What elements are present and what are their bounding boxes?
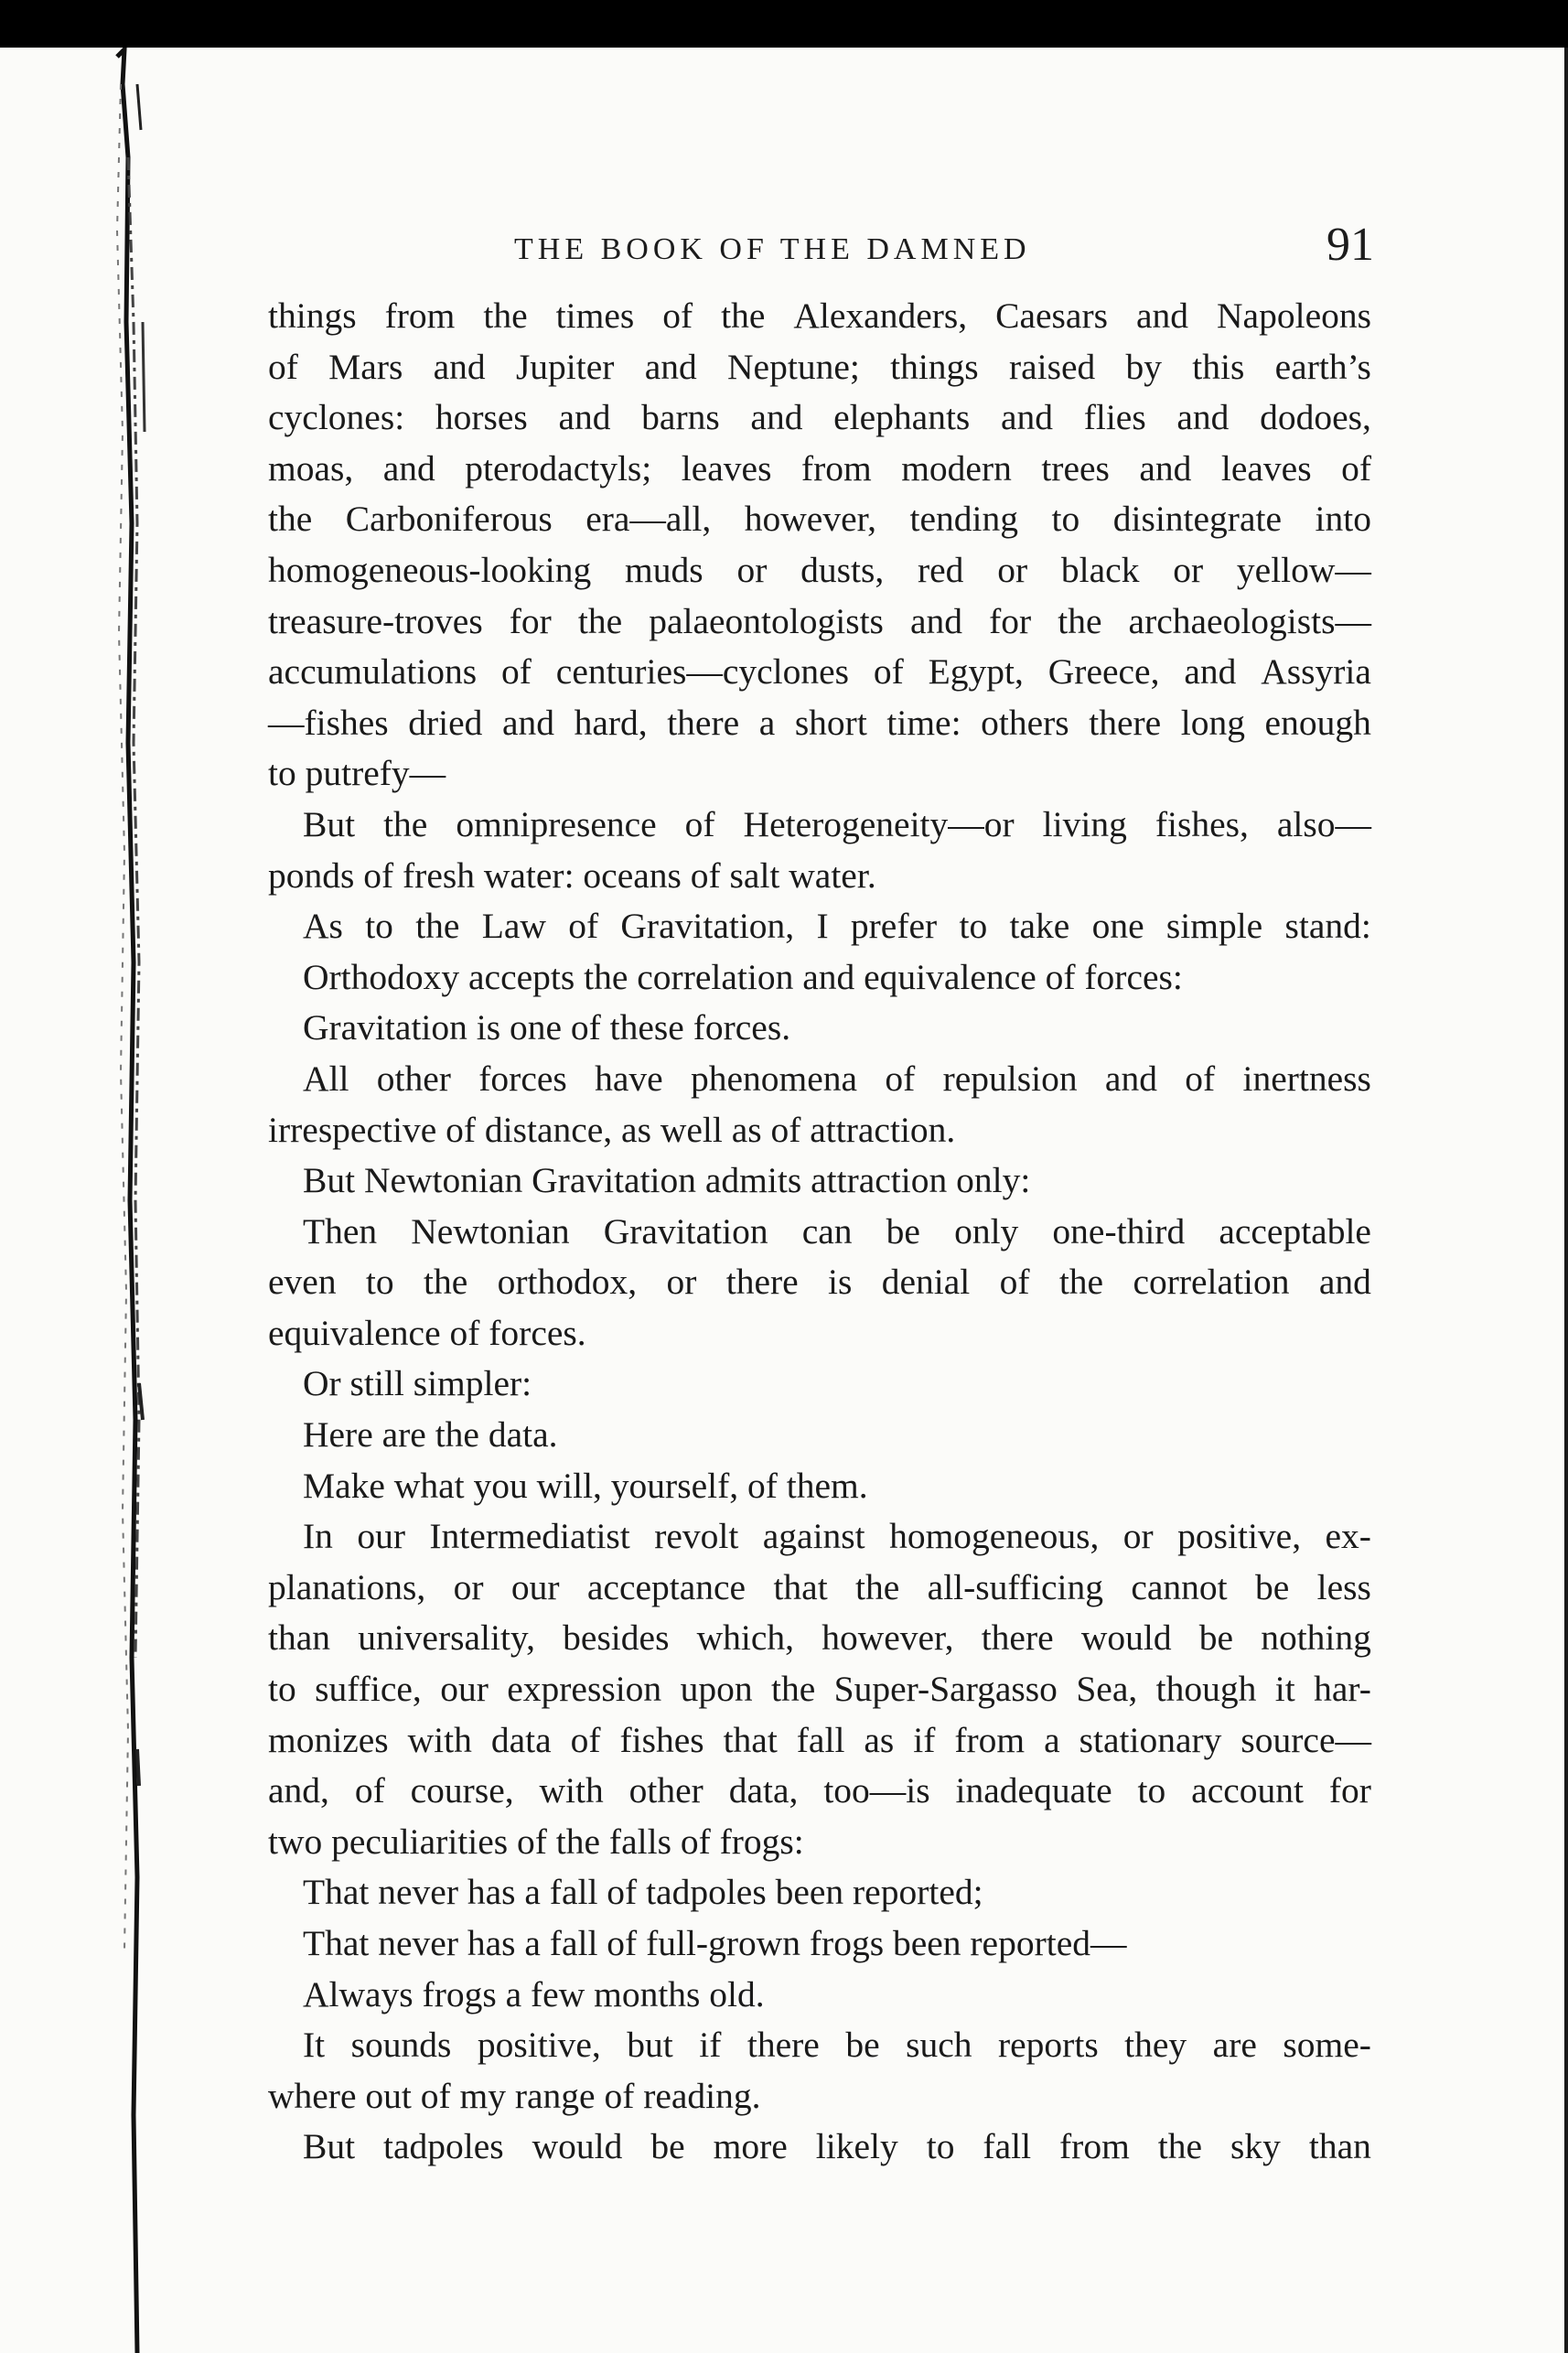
text-line: homogeneous-looking muds or dusts, red or black or yellow— — [268, 549, 1371, 590]
text-line: equivalence of forces. — [268, 1312, 586, 1353]
text-line: Then Newtonian Gravitation can be only one-third acceptable — [303, 1210, 1371, 1252]
text-line: In our Intermediatist revolt against homogeneous, or positive, ex- — [303, 1516, 1371, 1557]
text-line: ponds of fresh water: oceans of salt water. — [268, 854, 876, 896]
text-line: monizes with data of fishes that fall as if from a stationary source— — [268, 1719, 1371, 1760]
page-number: 91 — [1326, 219, 1374, 271]
text-line: where out of my range of reading. — [268, 2075, 761, 2116]
text-line: things from the times of the Alexanders, Caesars and Napoleons — [268, 295, 1371, 336]
text-line: irrespective of distance, as well as of attraction. — [268, 1109, 956, 1150]
scan-right-edge — [1564, 48, 1568, 2353]
text-line: Here are the data. — [303, 1414, 558, 1456]
text-line: of Mars and Jupiter and Neptune; things raised by this earth’s — [268, 346, 1371, 387]
text-line: than universality, besides which, however, there would be nothing — [268, 1617, 1371, 1659]
text-line: planations, or our acceptance that the all-sufficing cannot be less — [268, 1566, 1371, 1607]
text-line: cyclones: horses and barns and elephants and flies and dodoes, — [268, 397, 1371, 438]
text-line: accumulations of centuries—cyclones of Egypt, Greece, and Assyria — [268, 651, 1371, 693]
scan-top-edge — [0, 0, 1568, 48]
text-line: —fishes dried and hard, there a short time: others there long enough — [268, 702, 1371, 743]
text-line: But the omnipresence of Heterogeneity—or living fishes, also— — [303, 803, 1371, 844]
text-line: to putrefy— — [268, 753, 446, 794]
text-line: two peculiarities of the falls of frogs: — [268, 1821, 804, 1862]
text-line: That never has a fall of full-grown frogs been reported— — [303, 1923, 1127, 1963]
text-line: moas, and pterodactyls; leaves from modern trees and leaves of — [268, 447, 1371, 489]
text-line: That never has a fall of tadpoles been reported; — [303, 1872, 983, 1913]
text-line: Gravitation is one of these forces. — [303, 1007, 791, 1048]
text-line: the Carboniferous era—all, however, tending to disintegrate into — [268, 499, 1371, 540]
binding-gutter-shadow — [0, 48, 146, 2353]
text-line: Make what you will, yourself, of them. — [303, 1465, 868, 1506]
running-head — [265, 219, 1374, 278]
text-line: As to the Law of Gravitation, I prefer to take one simple stand: — [303, 906, 1371, 947]
text-line: Orthodoxy accepts the correlation and equivalence of forces: — [303, 956, 1183, 997]
text-line: even to the orthodox, or there is denial of the correlation and — [268, 1262, 1371, 1303]
text-line: But Newtonian Gravitation admits attraction only: — [303, 1160, 1031, 1201]
running-title: THE BOOK OF THE DAMNED — [514, 232, 1031, 266]
text-line: But tadpoles would be more likely to fall from the sky than — [303, 2126, 1371, 2167]
text-line: to suffice, our expression upon the Super-Sargasso Sea, though it har- — [268, 1669, 1371, 1710]
text-line: It sounds positive, but if there be such reports they are some- — [303, 2025, 1371, 2066]
text-line: and, of course, with other data, too—is inadequate to account for — [268, 1770, 1371, 1811]
body-text — [268, 291, 1371, 2173]
text-line: Or still simpler: — [303, 1363, 532, 1404]
text-line: All other forces have phenomena of repulsion and of inertness — [303, 1058, 1371, 1099]
text-line: Always frogs a few months old. — [303, 1973, 765, 2015]
text-line: treasure-troves for the palaeontologists and for the archaeologists— — [268, 600, 1371, 641]
